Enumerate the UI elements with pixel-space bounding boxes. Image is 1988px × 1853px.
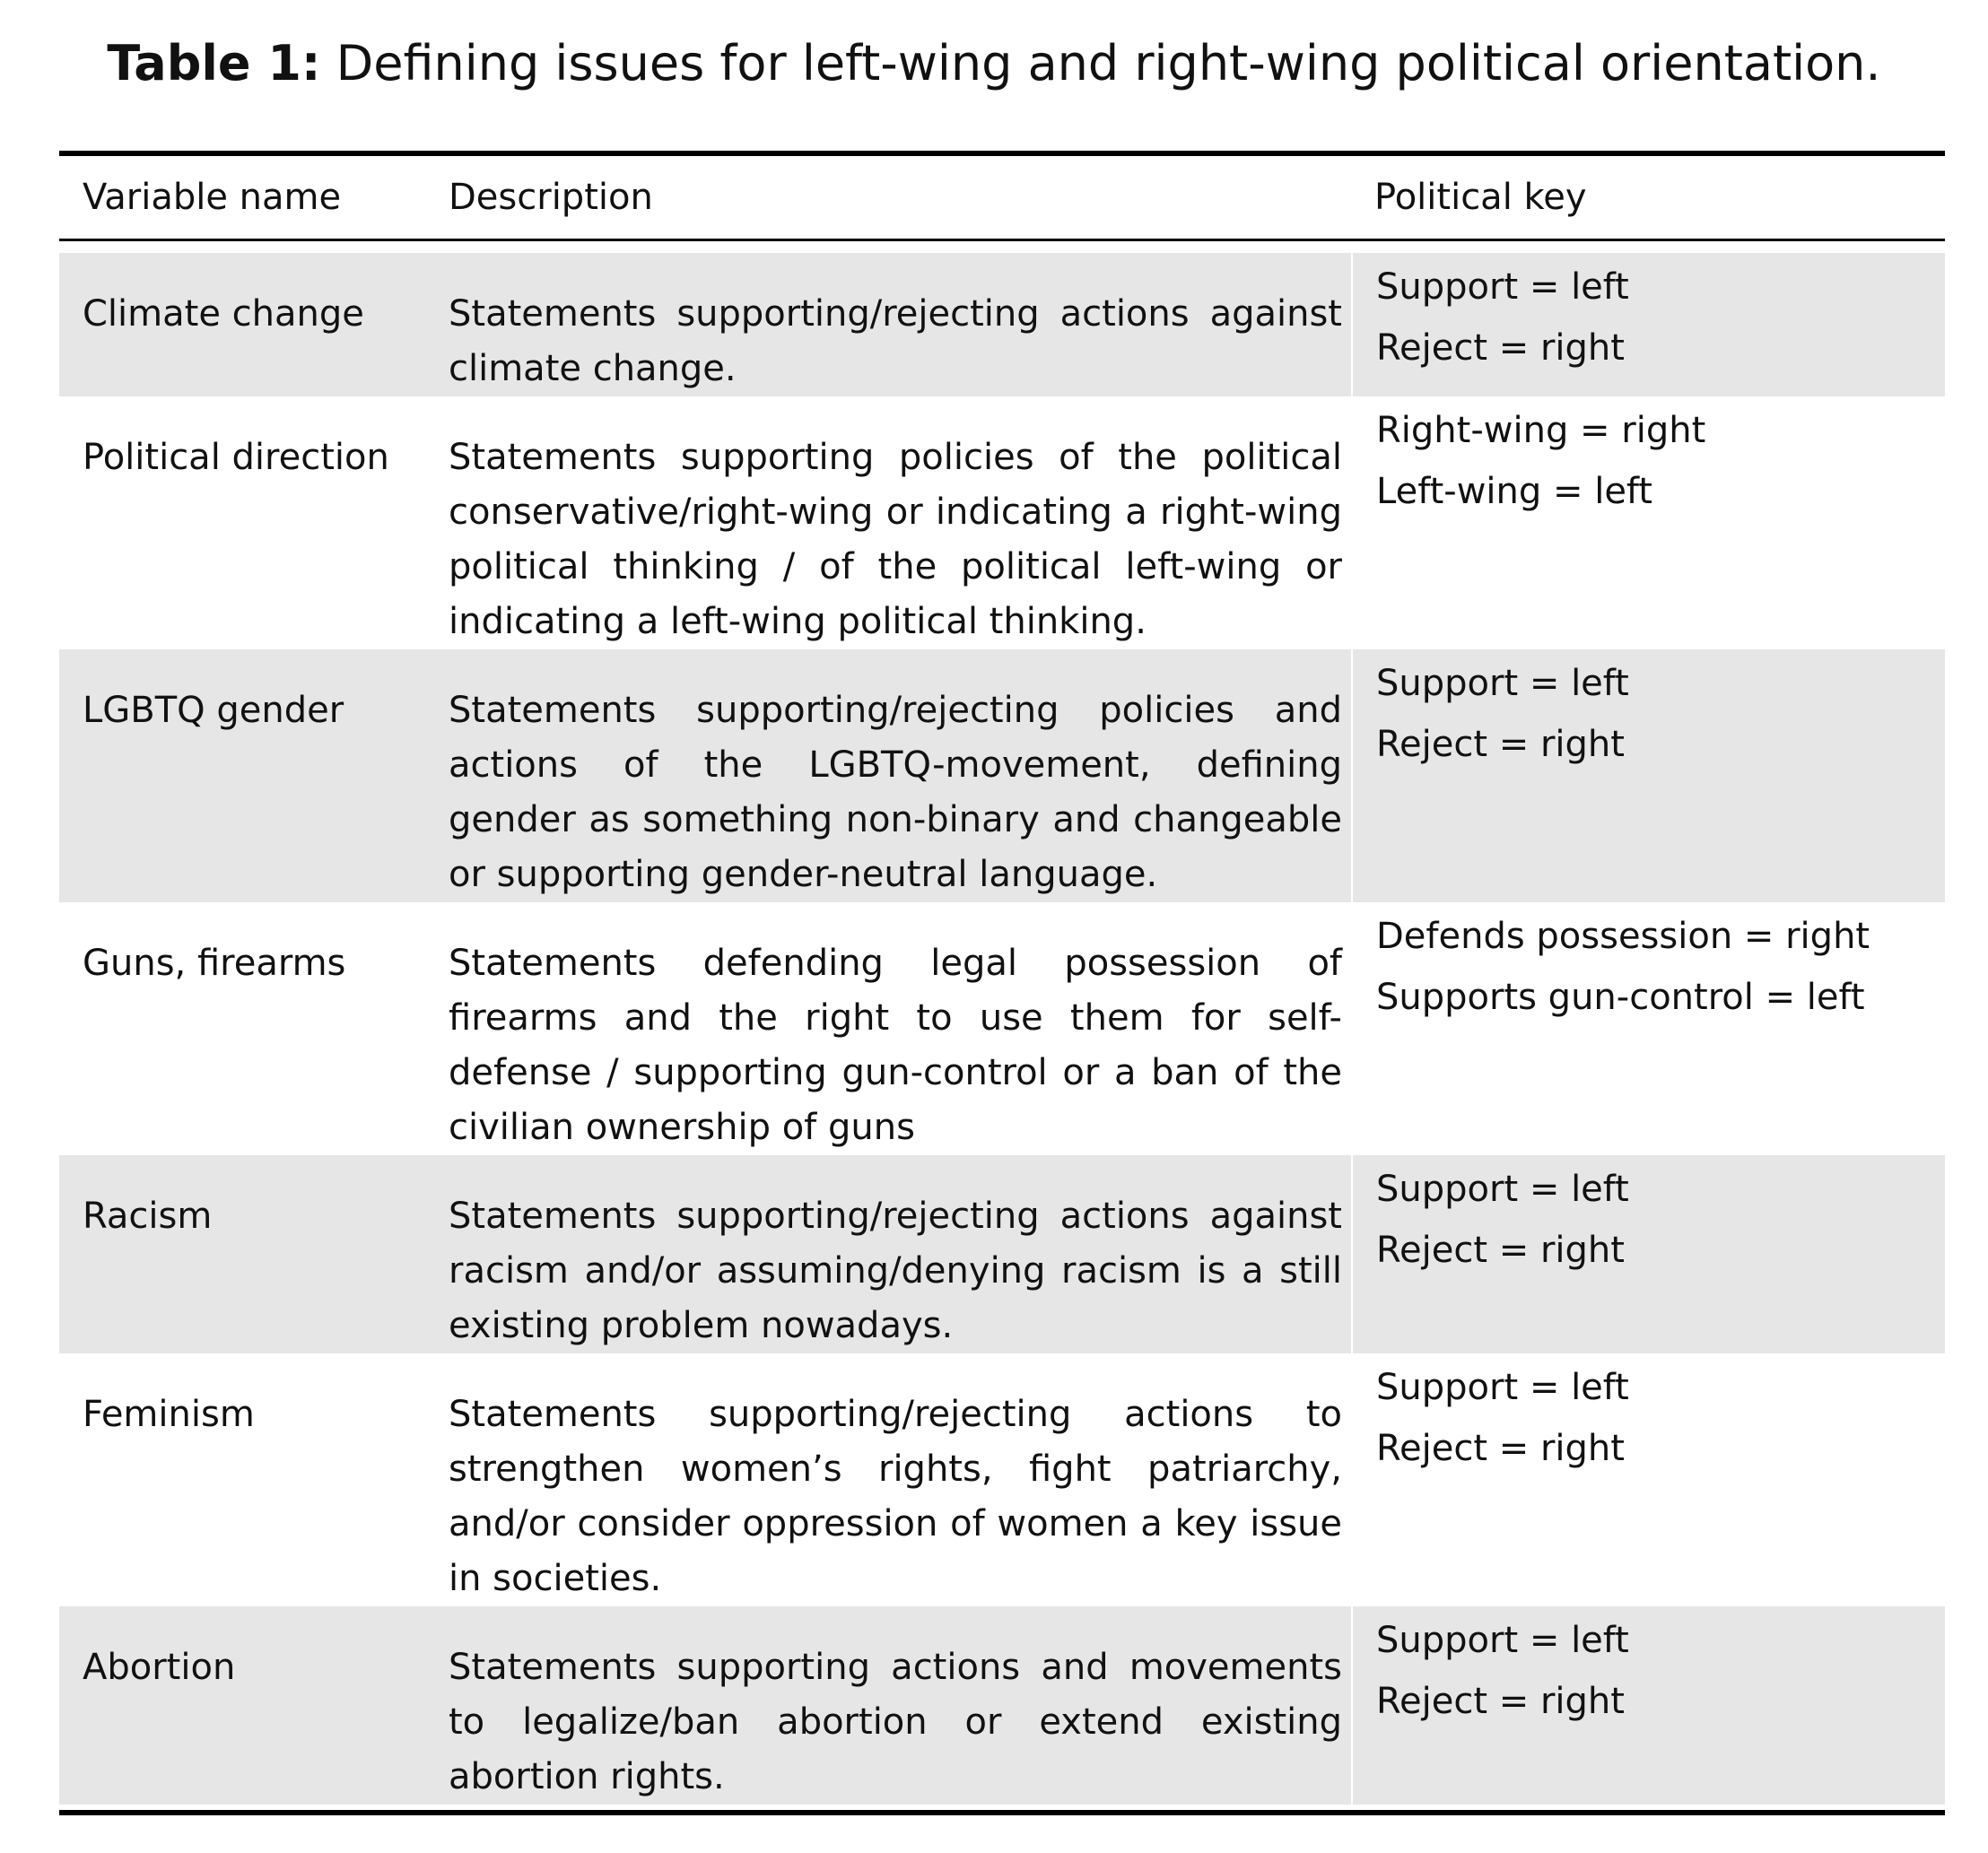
key-line: Reject = right (1376, 1681, 1625, 1722)
key-line: Support = left (1376, 266, 1629, 308)
description-cell: Statements supporting/rejecting actions against racism and/or assuming/denying racism is a still existing problem nowadays. (449, 1196, 1342, 1346)
key-line: Support = left (1376, 1367, 1629, 1408)
key-line: Supports gun-control = left (1376, 977, 1865, 1018)
key-line: Defends possession = right (1376, 916, 1870, 957)
variable-cell: Political direction (83, 437, 389, 478)
key-line: Right-wing = right (1376, 410, 1706, 451)
description-cell: Statements supporting/rejecting actions against climate change. (449, 293, 1342, 389)
political-key-cell (1351, 649, 1945, 902)
table-row (59, 902, 1945, 1155)
political-key-cell (1351, 253, 1945, 396)
description-cell: Statements supporting/rejecting actions to strengthen women’s rights, fight patriarchy, and/or consider oppression of women a key issue in societies. (449, 1394, 1342, 1599)
key-line: Reject = right (1376, 1428, 1625, 1469)
table-header-row (59, 156, 1945, 239)
caption-text: Defining issues for left-wing and right-wing political orientation. (336, 35, 1881, 91)
key-line: Reject = right (1376, 724, 1625, 765)
variable-cell: Racism (83, 1196, 213, 1237)
political-key-cell (1351, 1353, 1945, 1606)
political-key-cell (1351, 1155, 1945, 1353)
table-row (59, 396, 1945, 649)
variable-cell: Abortion (83, 1647, 236, 1688)
table-caption (0, 32, 1988, 95)
header-variable-name: Variable name (83, 177, 342, 218)
table-row (59, 1155, 1945, 1353)
key-line: Reject = right (1376, 1230, 1625, 1271)
political-key-cell (1351, 1606, 1945, 1805)
key-line: Left-wing = left (1376, 471, 1652, 512)
variable-cell: Climate change (83, 293, 364, 335)
key-line: Support = left (1376, 1169, 1629, 1210)
table-row (59, 649, 1945, 902)
variable-cell: LGBTQ gender (83, 690, 344, 731)
header-political-key: Political key (1374, 177, 1587, 218)
variable-cell: Guns, firearms (83, 943, 346, 984)
key-line: Support = left (1376, 663, 1629, 704)
political-key-cell (1351, 902, 1945, 1155)
table-bottom-rule (59, 1810, 1945, 1815)
description-cell: Statements defending legal possession of firearms and the right to use them for self-defense / supporting gun-control or a ban of the civilian ownership of guns (449, 943, 1342, 1148)
variable-cell: Feminism (83, 1394, 255, 1435)
description-cell: Statements supporting policies of the political conservative/right-wing or indicating a right-wing political thinking / of the political left-wing or indicating a left-wing political thinking. (449, 437, 1342, 642)
issues-table (59, 151, 1945, 1815)
caption-label: Table 1: (107, 35, 321, 91)
table-row (59, 1606, 1945, 1805)
description-cell: Statements supporting/rejecting policies and actions of the LGBTQ-movement, defining gender as something non-binary and changeable or supporting gender-neutral language. (449, 690, 1342, 895)
table-row (59, 1353, 1945, 1606)
key-line: Support = left (1376, 1620, 1629, 1661)
header-description: Description (449, 177, 653, 218)
description-cell: Statements supporting actions and movements to legalize/ban abortion or extend existing abortion rights. (449, 1647, 1342, 1797)
political-key-cell (1351, 396, 1945, 649)
table-row (59, 253, 1945, 396)
key-line: Reject = right (1376, 327, 1625, 369)
